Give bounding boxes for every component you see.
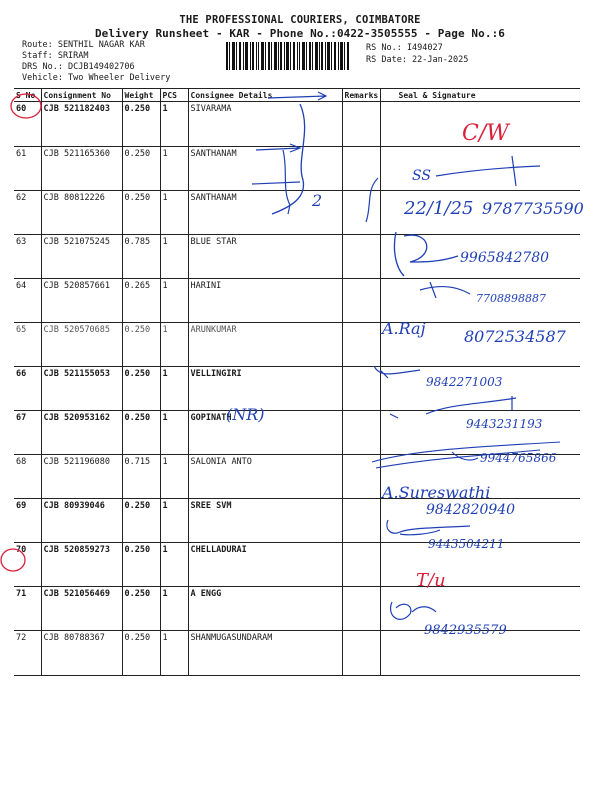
row-signature [380,455,580,499]
row-consignment: CJB 80812226 [41,191,122,235]
row-sno: 69 [14,499,41,543]
barcode-image [226,42,350,70]
row-consignee: ARUNKUMAR [188,323,342,367]
row-remarks [342,147,380,191]
route-label: Route: SENTHIL NAGAR KAR [22,40,145,50]
row-signature [380,323,580,367]
row-weight: 0.250 [122,147,160,191]
row-consignment: CJB 520953162 [41,411,122,455]
row-weight: 0.250 [122,631,160,676]
table-row [14,587,580,631]
table-row [14,367,580,411]
row-65-handwritten-phone: 8072534587 [464,327,566,346]
row-62-handwritten-phone: 9787735590 [482,199,584,218]
row-pcs: 1 [160,499,188,543]
row-consignee: BLUE STAR [188,235,342,279]
row-62-handwritten-initials: SS [412,168,431,184]
row-sno: 65 [14,323,41,367]
table-row [14,411,580,455]
table-row [14,543,580,587]
meta-right [366,42,468,66]
col-pcs: PCS [160,89,188,102]
row-signature [380,543,580,587]
row-consignment: CJB 80788367 [41,631,122,676]
row-63-handwritten-phone: 9965842780 [460,250,550,266]
row-consignment: CJB 521155053 [41,367,122,411]
row-pcs: 1 [160,367,188,411]
table-row [14,323,580,367]
row-pcs: 1 [160,543,188,587]
row-remarks [342,235,380,279]
row-pcs: 1 [160,279,188,323]
row-sno: 70 [14,543,41,587]
table-row [14,631,580,676]
row-sno: 71 [14,587,41,631]
row-68-handwritten-phone: 9944765866 [480,451,557,465]
row-signature [380,191,580,235]
row-consignee: A ENGG [188,587,342,631]
row-remarks [342,543,380,587]
col-consignee: Consignee Details [188,89,342,102]
row-66-handwritten-phone: 9842271003 [426,375,503,389]
row-remarks [342,411,380,455]
row-remarks [342,631,380,676]
table-row [14,455,580,499]
row-69-handwritten-name: A.Sureswathi [382,483,491,502]
row-pcs: 1 [160,631,188,676]
row-signature [380,631,580,676]
row-remarks [342,587,380,631]
row-remarks [342,455,380,499]
row-weight: 0.250 [122,102,160,147]
row-consignment: CJB 521196080 [41,455,122,499]
row-weight: 0.250 [122,499,160,543]
row-consignment: CJB 520859273 [41,543,122,587]
row-pcs: 1 [160,587,188,631]
row-pcs: 1 [160,455,188,499]
row-consignee: HARINI [188,279,342,323]
runsheet-subtitle: Delivery Runsheet - KAR - Phone No.:0422-3505555 - Page No.:6 [94,27,506,40]
meta-left [22,40,170,84]
staff-label: Staff: SRIRAM [22,51,89,61]
col-signature: Seal & Signature [380,89,580,102]
row-signature [380,102,580,147]
row-sno: 63 [14,235,41,279]
row-consignment: CJB 521056469 [41,587,122,631]
row-consignee: SANTHANAM [188,147,342,191]
row-consignee: VELLINGIRI [188,367,342,411]
vehicle-label: Vehicle: Two Wheeler Delivery [22,73,171,83]
row-pcs: 1 [160,235,188,279]
row-64-handwritten-phone: 7708898887 [476,292,546,305]
row-consignee: SANTHANAM [188,191,342,235]
row-signature [380,587,580,631]
col-consignment: Consignment No [41,89,122,102]
row-remarks [342,191,380,235]
row-70-handwritten-phone: 9443504211 [428,537,505,551]
col-sno: S No [14,89,41,102]
drs-label: DRS No.: DCJB149402706 [22,62,135,72]
row-signature [380,367,580,411]
row-72-handwritten-phone: 9842935579 [424,623,507,638]
table-row [14,279,580,323]
row-sno: 66 [14,367,41,411]
row-71-handwritten-note: T/u [416,570,446,591]
row-consignee: GOPINATH [188,411,342,455]
row-pcs: 1 [160,191,188,235]
table-row [14,191,580,235]
row-weight: 0.250 [122,323,160,367]
row-weight: 0.250 [122,543,160,587]
row-pcs: 1 [160,102,188,147]
row-weight: 0.265 [122,279,160,323]
row-consignee: SREE SVM [188,499,342,543]
row-65-handwritten-name: A.Raj [382,319,426,338]
row-pcs: 1 [160,147,188,191]
rs-number: RS No.: I494027 [366,43,443,53]
row-60-handwritten-note: C/W [462,121,509,146]
row-consignment: CJB 80939046 [41,499,122,543]
table-row [14,499,580,543]
row-sno: 67 [14,411,41,455]
table-header-row [14,89,580,102]
runsheet-table [14,88,580,676]
row-67-handwritten-note: (NR) [226,405,265,424]
row-weight: 0.250 [122,367,160,411]
table-row [14,235,580,279]
row-remarks [342,499,380,543]
table-row [14,102,580,147]
col-remarks: Remarks [342,89,380,102]
row-61-handwritten-mark: 2 [312,191,323,210]
row-consignee: SIVARAMA [188,102,342,147]
row-consignment: CJB 521182403 [41,102,122,147]
row-signature [380,235,580,279]
row-62-handwritten-date: 22/1/25 [404,198,474,219]
row-consignment: CJB 520570685 [41,323,122,367]
row-weight: 0.715 [122,455,160,499]
row-consignment: CJB 521075245 [41,235,122,279]
row-signature [380,411,580,455]
row-consignee: SHANMUGASUNDARAM [188,631,342,676]
row-remarks [342,279,380,323]
row-67-handwritten-phone: 9443231193 [466,417,543,431]
row-sno: 68 [14,455,41,499]
company-title: THE PROFESSIONAL COURIERS, COIMBATORE [179,14,421,26]
row-signature [380,279,580,323]
row-remarks [342,323,380,367]
row-consignment: CJB 521165360 [41,147,122,191]
row-consignment: CJB 520857661 [41,279,122,323]
row-pcs: 1 [160,323,188,367]
row-sno: 60 [14,102,41,147]
row-69-handwritten-phone: 9842820940 [426,502,516,518]
row-sno: 61 [14,147,41,191]
table-row [14,147,580,191]
col-weight: Weight [122,89,160,102]
rs-date: RS Date: 22-Jan-2025 [366,55,469,65]
row-remarks [342,102,380,147]
row-consignee: SALONIA ANTO [188,455,342,499]
row-weight: 0.250 [122,191,160,235]
row-weight: 0.785 [122,235,160,279]
row-sno: 64 [14,279,41,323]
row-signature [380,499,580,543]
row-remarks [342,367,380,411]
row-pcs: 1 [160,411,188,455]
row-weight: 0.250 [122,411,160,455]
row-consignee: CHELLADURAI [188,543,342,587]
row-sno: 62 [14,191,41,235]
row-weight: 0.250 [122,587,160,631]
row-sno: 72 [14,631,41,676]
row-signature [380,147,580,191]
